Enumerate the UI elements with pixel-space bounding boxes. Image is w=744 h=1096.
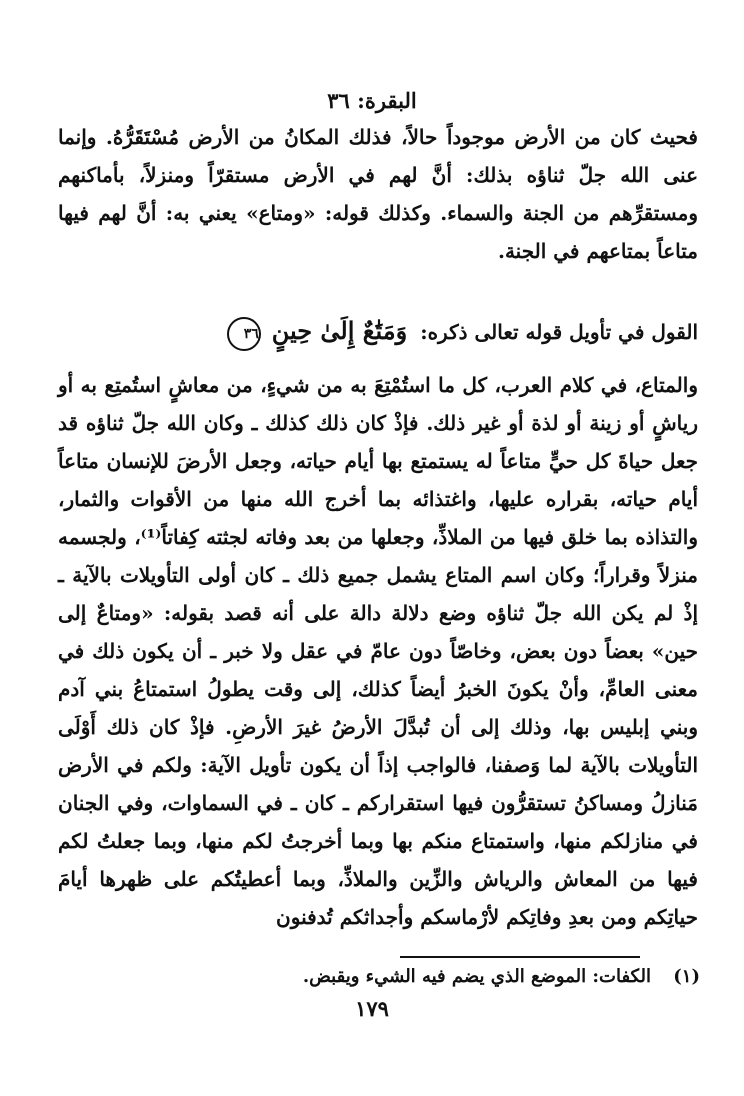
footnote [60,966,700,987]
page-number: ١٧٩ [355,996,389,1021]
footnote-marker: (١) [673,966,700,987]
page-header: البقرة: ٣٦ [327,88,417,113]
paragraph-1 [58,118,698,270]
footnote-divider [400,956,640,958]
ayah-number-badge: ٣٦ [227,317,261,351]
footnote-text: الكفات: الموضع الذي يضم فيه الشيء ويقبض. [302,966,651,987]
paragraph-3 [58,366,698,936]
paragraph-3-text: والمتاع، في كلام العرب، كل ما استُمْتِعَ به من شيءٍ، من معاشٍ استُمتِع به أو رياشٍ أو زينة أو لذة أو غير ذلك. فإذْ كان ذلك كذلك ـ وكان الله جلّ ثناؤه قد جعل حياةَ كل حيٍّ متاعاً له يستمتع بها أيام حياته، وجعل الأرضَ للإنسان متاعاً أيام حياته، بقراره عليها، واغتذائه بما أخرج الله منها من الأقوات والثمار، والتذاذه بما خلق فيها من الملاذِّ، وجعلها من بعد وفاته لجثته كِفاتاً⁽¹⁾، ولجسمه منزلاً وقراراً؛ وكان اسم المتاع يشمل جميع ذلك ـ كان أولى التأويلات بالآية ـ إذْ لم يكن الله جلّ ثناؤه وضع دلالة دالة على أنه قصد بقوله: «ومتاعٌ إلى حين» بعضاً دون بعض، وخاصّاً دون عامّ في عقل ولا خبر ـ أن يكون ذلك في معنى العامِّ، وأنْ يكونَ الخبرُ أيضاً كذلك، إلى وقت يطولُ استمتاعُ بني آدم وبني إبليس بها، وذلك إلى أن تُبدَّلَ الأرضُ غيرَ الأرضِ. فإذْ كان ذلك أَوْلَى التأويلات بالآية لما وَصفنا، فالواجب إذاً أن يكون تأويل الآية: ولكم في الأرض مَنازلُ ومساكنُ تستقرُّون فيها استقراركم ـ كان ـ في السماوات، وفي الجنان في منازلكم منها، واستمتاع منكم بها وبما أخرجتُ لكم منها، وبما جعلتُ لكم فيها من المعاش والرياش والزِّين والملاذِّ، وبما أعطيتُكم على ظهرها أيامَ حياتِكم ومن بعدِ وفاتِكم لأرْماسكم وأجداثكم تُدفنون [58,373,698,929]
paragraph-1-text: فحيث كان من الأرض موجوداً حالاً، فذلك المكانُ من الأرض مُسْتَقَرُّهُ. وإنما عنى الله جلّ ثناؤه بذلك: أنَّ لهم في الأرض مستقرّاً ومنزلاً، بأماكنهم ومستقرِّهم من الجنة والسماء. وكذلك قوله: «ومتاع» يعني به: أنَّ لهم فيها متاعاً بمتاعهم في الجنة. [58,125,699,263]
ayah-heading [58,312,698,351]
ayah-heading-label: القول في تأويل قوله تعالى ذكره: [420,320,698,344]
ayah-text: وَمَتَٰعٌ إِلَىٰ حِينٍ [271,316,408,345]
